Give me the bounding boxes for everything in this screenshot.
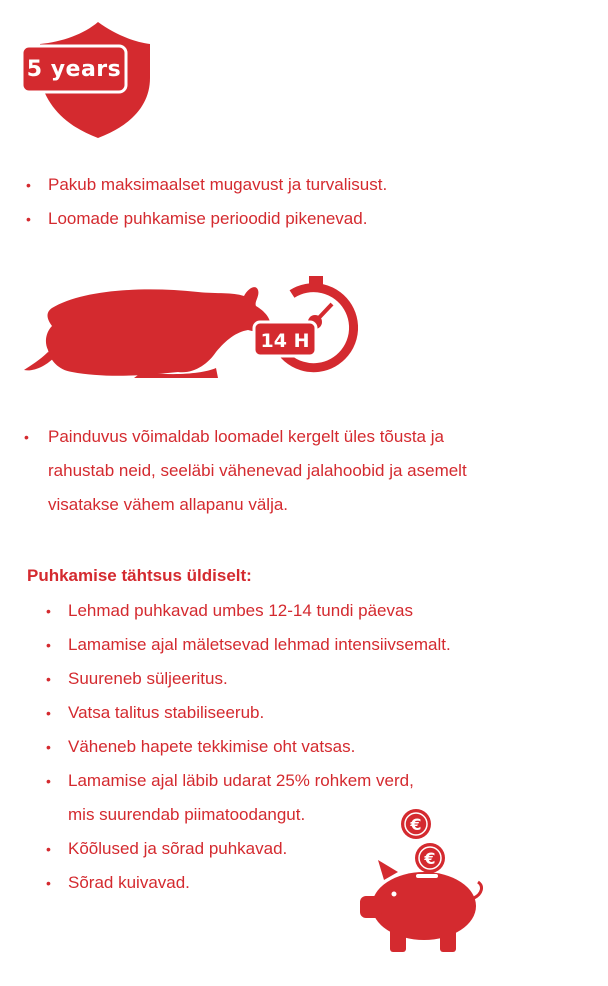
paragraph-line: visatakse vähem allapanu välja. <box>48 495 289 514</box>
piggy-bank-icon <box>360 860 481 952</box>
list-item: • Suureneb süljeeritus. <box>46 662 451 696</box>
list-item: • Pakub maksimaalset mugavust ja turvalisust. <box>26 168 387 202</box>
list-item: • Lamamise ajal läbib udarat 25% rohkem verd, mis suurendab piimatoodangut. <box>46 764 451 832</box>
list-item: • Väheneb hapete tekkimise oht vatsas. <box>46 730 451 764</box>
badge-label: 5 years <box>26 56 122 82</box>
list-item: • Sõrad kuivavad. <box>46 866 451 900</box>
euro-coin-icon <box>415 843 445 873</box>
savings-illustration <box>358 808 488 956</box>
rest-illustration <box>22 270 372 382</box>
feature-list <box>26 168 387 236</box>
paragraph-line: Painduvus võimaldab loomadel kergelt üles tõusta ja <box>48 427 444 446</box>
list-item: • Vatsa talitus stabiliseerub. <box>46 696 451 730</box>
paragraph-line: rahustab neid, seeläbi vähenevad jalahoobid ja asemelt <box>48 461 467 480</box>
svg-text:€: € <box>410 815 422 834</box>
lying-cow-icon <box>24 287 270 378</box>
svg-text:€: € <box>424 849 436 868</box>
euro-coin-icon <box>401 809 431 839</box>
clock-icon <box>254 276 354 368</box>
list-item: • Lamamise ajal mäletsevad lehmad intensiivsemalt. <box>46 628 451 662</box>
section-title: Puhkamise tähtsus üldiselt: <box>27 566 252 585</box>
flexibility-paragraph: • Painduvus võimaldab loomadel kergelt üles tõusta ja rahustab neid, seeläbi vähenevad jalahoobid ja asemelt visatakse vähem allapanu välja. <box>24 420 504 522</box>
list-item-continuation: mis suurendab piimatoodangut. <box>68 805 306 824</box>
list-item: • Lehmad puhkavad umbes 12-14 tundi päevas <box>46 594 451 628</box>
clock-label: 14 H <box>260 330 310 352</box>
list-item: • Kõõlused ja sõrad puhkavad. <box>46 832 451 866</box>
list-item: • Loomade puhkamise perioodid pikenevad. <box>26 202 387 236</box>
